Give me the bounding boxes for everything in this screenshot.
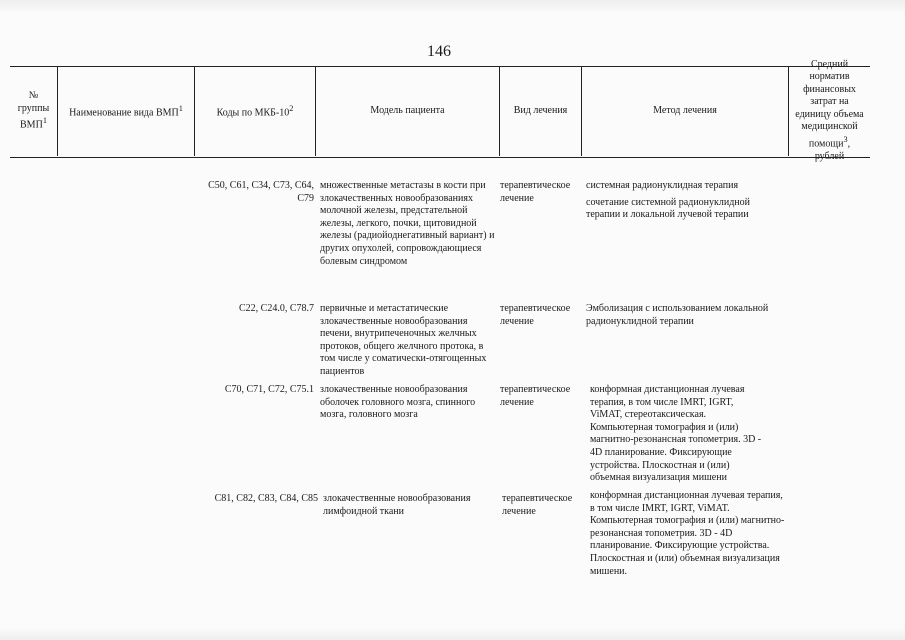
row-methods: [586, 180, 776, 226]
row-model: злокачественные новообразования лимфоидной ткани: [323, 493, 471, 517]
row-treatment: терапевтическое лечение: [500, 180, 571, 204]
row-methods: [590, 490, 786, 582]
row-codes: C50, C61, C34, C73, C64, C79: [208, 180, 314, 204]
row-methods: [590, 384, 762, 489]
header-model: Модель пациента: [316, 66, 500, 156]
row-model: множественные метастазы в кости при злокачественных новообразованиях молочной железы, предстательной железы, легкого, почки, щитовидной железы (радиойоднегативный вариант) и других опухолей, сопровождающиеся болевым синдромом: [320, 180, 495, 267]
header-group: № группы ВМП$^1$: [10, 66, 58, 156]
row-codes: C22, C24.0, C78.7: [238, 303, 314, 314]
header-codes: Коды по МКБ-$10^2$: [195, 66, 316, 156]
scan-shadow-bottom: [0, 628, 905, 640]
row-model: первичные и метастатические злокачественные новообразования печени, внутрипеченочных желчных протоков, общего желчного протока, в том числе у соматически-отягощенных пациентов: [320, 303, 487, 377]
row-treatment: терапевтическое лечение: [502, 493, 573, 517]
row-treatment: терапевтическое лечение: [500, 303, 571, 327]
scan-shadow-top: [0, 0, 905, 14]
header-method: Метод лечения: [582, 66, 789, 156]
row-treatment: терапевтическое лечение: [500, 384, 571, 408]
row-model: злокачественные новообразования оболочек головного мозга, спинного мозга, головного мозга: [320, 384, 476, 421]
header-treatment-type: Вид лечения: [500, 66, 582, 156]
method-item: системная радионуклидная терапия: [586, 180, 739, 191]
method-item: конформная дистанционная лучевая терапия, в том числе IMRT, IGRT, ViMAT, стереотаксическая. Компьютерная томография и (или) магнитно-резонансная топометрия. 3D - 4D планирование. Фиксирующие устройства. Плоскостная и (или) объемная визуализация мишени: [590, 384, 762, 484]
method-item: сочетание системной радионуклидной терапии и локальной лучевой терапии: [586, 196, 751, 221]
row-codes: C81, C82, C83, C84, C85: [214, 493, 318, 504]
header-cost: Средний норматив финансовых затрат на единицу объема медицинской помощи$^3$, рублей: [795, 58, 864, 162]
method-item: конформная дистанционная лучевая терапия, в том числе IMRT, IGRT, ViMAT. Компьютерная томография и (или) магнитно-резонансная топометрия. 3D - 4D планирование. Фиксирующие устройства. Плоскостная и (или) объемная визуализация мишени.: [590, 490, 785, 577]
page-number: 146: [427, 43, 451, 60]
header-name: Наименование вида ВМП$^1$: [58, 66, 195, 156]
row-methods: [586, 303, 776, 332]
row-codes: C70, C71, C72, C75.1: [224, 384, 314, 395]
method-item: Эмболизация с использованием локальной радионуклидной терапии: [586, 303, 769, 327]
